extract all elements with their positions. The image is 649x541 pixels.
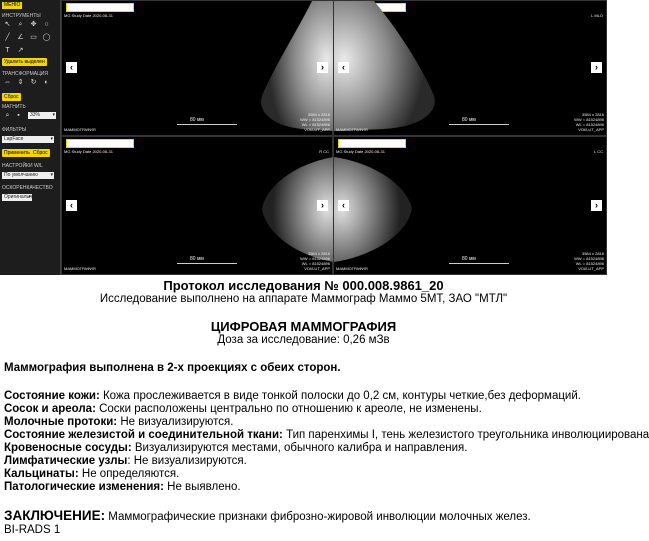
scale-label: 80 мм xyxy=(462,117,476,123)
tools-heading: ИНСТРУМЕНТЫ xyxy=(2,13,41,19)
scale-label: 80 мм xyxy=(462,256,476,262)
finding-row xyxy=(4,403,482,415)
modality-label: МАММОГРАФИЯ xyxy=(336,127,368,132)
breast-image-l-mlo xyxy=(334,1,484,131)
meta-line: 3584 x 2816 xyxy=(581,112,604,117)
wl-settings-heading: НАСТРОЙКИ W/L xyxy=(2,163,43,169)
flip-vertical-icon[interactable]: ⇕ xyxy=(17,79,24,86)
next-image-button[interactable]: › xyxy=(591,62,602,73)
finding-text: Соски расположены центрально по отношению к ареоле, не изменены. xyxy=(95,403,482,415)
image-meta xyxy=(300,112,330,132)
pane-label-box xyxy=(338,139,406,148)
magnify-icon[interactable]: ⌕ xyxy=(18,21,23,28)
protocol-title: Протокол исследования № 000.008.9861_20 xyxy=(163,278,444,293)
meta-line: WL = 81524896 xyxy=(301,261,330,266)
angle-icon[interactable]: ∠ xyxy=(17,34,24,41)
meta-line: WW = 81524896 xyxy=(574,256,604,261)
scale-bar xyxy=(449,263,509,264)
scale-bar xyxy=(449,124,509,125)
finding-text: Не определяются. xyxy=(78,468,180,480)
transform-heading: ТРАНСФОРМАЦИЯ xyxy=(2,71,48,77)
rotate-icon[interactable]: ↻ xyxy=(30,79,37,86)
image-meta xyxy=(574,251,604,271)
meta-line: 3584 x 2816 xyxy=(307,251,330,256)
pointer-icon[interactable]: ↖ xyxy=(4,21,11,28)
prev-image-button[interactable]: ‹ xyxy=(66,62,77,73)
conclusion-text: Маммографические признаки фиброзно-жировой инволюции молочных желез. xyxy=(105,511,531,523)
meta-line: VOI/LUT_APP xyxy=(304,266,330,271)
study-date: MG Study Date 2020-08-31 xyxy=(64,149,113,154)
image-meta xyxy=(574,112,604,132)
prev-image-button[interactable]: ‹ xyxy=(338,62,349,73)
arrow-icon[interactable]: ↗ xyxy=(17,47,24,54)
meta-line: VOI/LUT_APP xyxy=(578,266,604,271)
finding-label: Патологические изменения: xyxy=(4,481,164,493)
next-image-button[interactable]: › xyxy=(591,200,602,211)
conclusion-row xyxy=(4,508,531,523)
viewer-sidebar xyxy=(0,0,61,275)
finding-text: : Не визуализируются. xyxy=(127,455,247,467)
finding-text: Тип паренхимы I, тень железистого треугольника инволюциирована xyxy=(282,429,649,441)
finding-row xyxy=(4,442,467,454)
image-meta xyxy=(300,251,330,271)
filter-apply-button[interactable]: Применить xyxy=(4,150,30,156)
meta-line: WW = 81524896 xyxy=(574,117,604,122)
finding-text: Не визуализируются. xyxy=(117,416,234,428)
prev-image-button[interactable]: ‹ xyxy=(338,200,349,211)
meta-line: 3584 x 2816 xyxy=(581,251,604,256)
image-pane-r-mlo[interactable] xyxy=(61,0,333,136)
prev-image-button[interactable]: ‹ xyxy=(66,200,77,211)
next-image-button[interactable]: › xyxy=(317,200,328,211)
scale-bar xyxy=(177,263,237,264)
meta-line: WL = 81524896 xyxy=(575,261,604,266)
meta-line: VOI/LUT_APP xyxy=(578,127,604,132)
flip-horizontal-icon[interactable]: ⇔ xyxy=(4,79,11,86)
breast-image-r-cc xyxy=(202,152,334,267)
image-pane-l-mlo[interactable] xyxy=(333,0,607,136)
meta-line: WW = 81524896 xyxy=(300,256,330,261)
finding-label: Состояние железистой и соединительной ткани: xyxy=(4,429,283,441)
text-icon[interactable]: T xyxy=(5,47,10,54)
meta-line: WW = 81524896 xyxy=(300,117,330,122)
invert-icon[interactable]: ◐ xyxy=(44,79,49,86)
mammography-viewer xyxy=(0,0,607,275)
finding-text: Кожа прослеживается в виде тонкой полоски до 0,2 см, контуры четкие,без деформаций. xyxy=(99,390,581,402)
finding-label: Кальцинаты: xyxy=(4,468,79,480)
modality-label: МАММОГРАФИЯ xyxy=(64,266,96,271)
pane-label-box xyxy=(66,3,134,12)
quality-select[interactable]: Оригинальное ▾ xyxy=(2,194,32,201)
study-date: MG Study Date 2020-08-31 xyxy=(336,149,385,154)
modality-label: МАММОГРАФИЯ xyxy=(64,127,96,132)
zoom-select[interactable]: 33% ▾ xyxy=(28,112,56,119)
birads-line: BI-RADS 1 xyxy=(4,524,61,536)
view-label: R CC xyxy=(319,149,329,154)
ellipse-icon[interactable]: ◯ xyxy=(42,34,51,41)
image-pane-r-cc[interactable] xyxy=(61,136,333,275)
circle-icon[interactable]: ○ xyxy=(44,21,49,28)
rectangle-icon[interactable]: ▭ xyxy=(30,34,37,41)
filter-reset-button[interactable]: Сброс xyxy=(33,150,48,156)
transform-reset-button[interactable]: Сброс xyxy=(4,94,19,100)
finding-label: Кровеносные сосуды: xyxy=(4,442,132,454)
pane-label-box xyxy=(66,139,134,148)
report xyxy=(0,275,649,541)
wl-settings-select[interactable]: По умолчанию ▾ xyxy=(2,172,54,179)
modality-label: МАММОГРАФИЯ xyxy=(336,266,368,271)
meta-line: WL = 81524896 xyxy=(575,122,604,127)
filters-heading: ФИЛЬТРЫ xyxy=(2,127,27,133)
finding-label: Молочные протоки: xyxy=(4,416,118,428)
finding-row xyxy=(4,429,649,441)
delete-selected-button[interactable]: Удалить выделен xyxy=(4,59,45,65)
conclusion-label: ЗАКЛЮЧЕНИЕ: xyxy=(4,508,106,523)
image-pane-l-cc[interactable] xyxy=(333,136,607,275)
view-label: L MLO xyxy=(591,13,603,18)
finding-row xyxy=(4,481,241,493)
finding-label: Лимфатические узлы xyxy=(4,455,128,467)
magnifier-heading: МАГНИТЬ xyxy=(2,104,26,110)
next-image-button[interactable]: › xyxy=(317,62,328,73)
view-label: L CC xyxy=(594,149,603,154)
breast-image-l-cc xyxy=(334,152,474,267)
device-line: Исследование выполнено на аппарате Маммограф Маммо 5МТ, ЗАО "МТЛ" xyxy=(99,293,508,305)
scale-label: 80 мм xyxy=(190,117,204,123)
filter-select[interactable]: LapFace ▾ xyxy=(2,136,54,143)
meta-line: VOI/LUT_APP xyxy=(304,127,330,132)
intro-line: Маммография выполнена в 2-х проекциях с обеих сторон. xyxy=(4,362,341,374)
finding-label: Сосок и ареола: xyxy=(4,403,96,415)
meta-line: 3584 x 2816 xyxy=(307,112,330,117)
finding-row xyxy=(4,390,581,402)
finding-row xyxy=(4,455,247,467)
meta-line: WL = 81524896 xyxy=(301,122,330,127)
magnifier-icon[interactable]: ⌕ xyxy=(5,112,10,119)
ruler-icon[interactable]: ╱ xyxy=(5,34,10,41)
scale-bar xyxy=(177,124,237,125)
finding-text: Не выявлено. xyxy=(163,481,241,493)
pan-icon[interactable]: ✥ xyxy=(30,21,37,28)
quality-heading: ОСКОРЕНКАЧЕСТВО xyxy=(2,185,53,191)
finding-label: Состояние кожи: xyxy=(4,390,100,402)
square-icon[interactable]: ▪ xyxy=(17,112,20,119)
mode-button[interactable]: MEHIO xyxy=(4,2,21,8)
dose-line: Доза за исследование: 0,26 мЗв xyxy=(217,334,390,346)
finding-row xyxy=(4,416,233,428)
scale-label: 80 мм xyxy=(190,256,204,262)
finding-row xyxy=(4,468,179,480)
study-date: MG Study Date 2020-08-31 xyxy=(64,13,113,18)
modality-title: ЦИФРОВАЯ МАММОГРАФИЯ xyxy=(210,319,397,334)
finding-text: Визуализируются местами, обычного калибра и направления. xyxy=(131,442,468,454)
